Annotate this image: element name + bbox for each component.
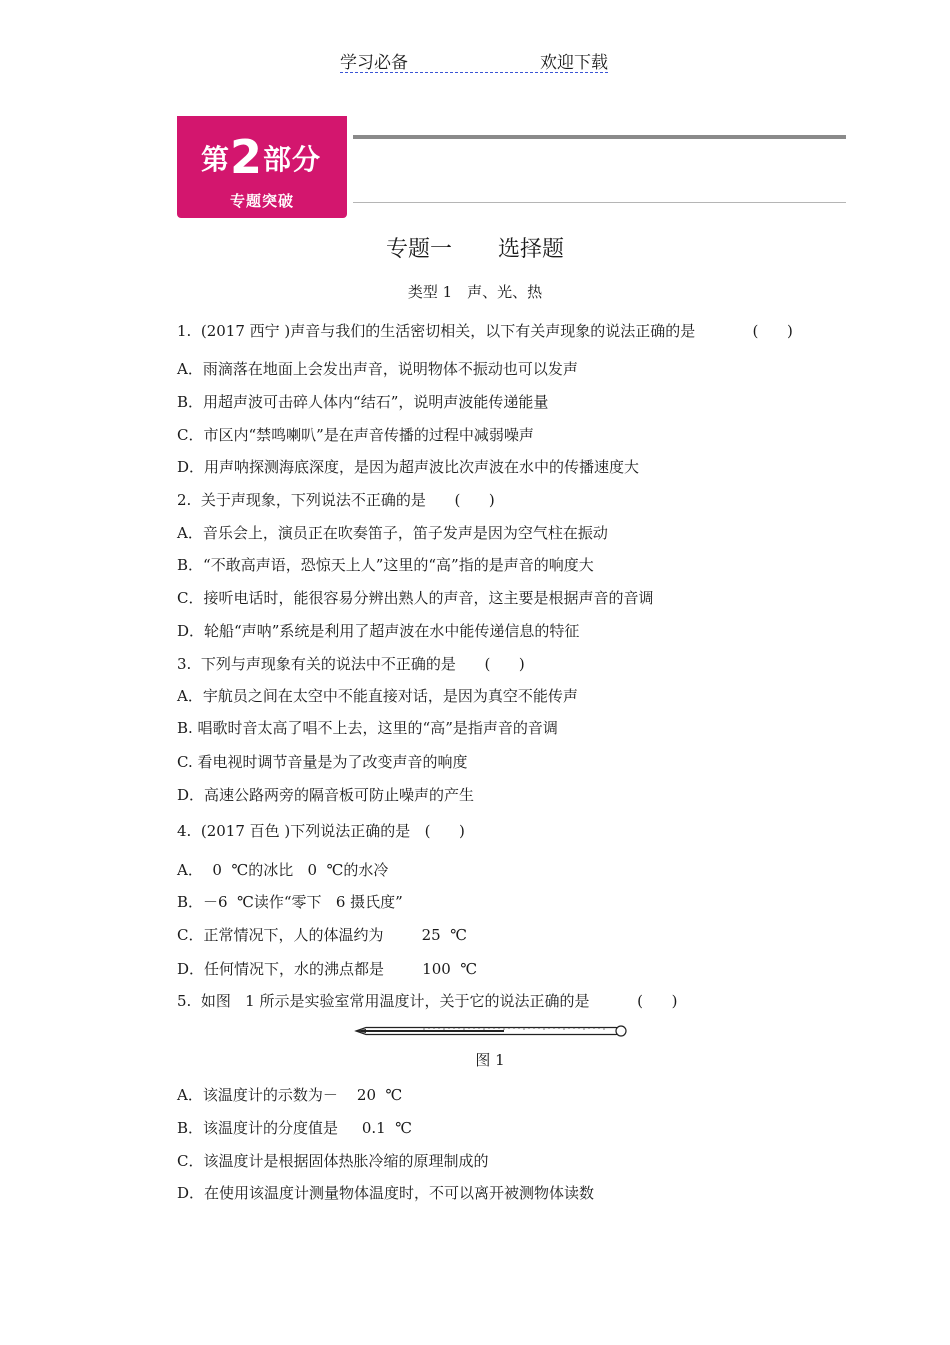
question-5-option-d: D．在使用该温度计测量物体温度时，不可以离开被测物体读数: [177, 1184, 595, 1202]
banner-suffix: 部分: [263, 143, 322, 176]
banner-title: [201, 130, 321, 184]
header-right-text: 欢迎下载: [540, 53, 608, 73]
question-2-option-d: D．轮船“声呐”系统是利用了超声波在水中能传递信息的特征: [177, 622, 580, 640]
question-5-stem: 5. 如图 1 所示是实验室常用温度计，关于它的说法正确的是 ( ): [177, 992, 678, 1010]
page-title: [0, 232, 950, 263]
question-5-option-b: B．该温度计的分度值是 0.1 ℃: [177, 1119, 413, 1137]
question-3-option-d: D．高速公路两旁的隔音板可防止噪声的产生: [177, 786, 475, 804]
page-header: [340, 48, 608, 73]
question-1-option-b: B．用超声波可击碎人体内“结石”，说明声波能传递能量: [177, 393, 549, 411]
question-5-option-c: C．该温度计是根据固体热胀冷缩的原理制成的: [177, 1152, 489, 1170]
question-2-option-c: C．接听电话时，能很容易分辨出熟人的声音，这主要是根据声音的音调: [177, 589, 654, 607]
question-3-stem: 3. 下列与声现象有关的说法中不正确的是 ( ): [177, 655, 525, 673]
banner-prefix: 第: [201, 143, 231, 176]
question-3-option-a: A．宇航员之间在太空中不能直接对话，是因为真空不能传声: [177, 687, 578, 705]
question-3-option-c: C. 看电视时调节音量是为了改变声音的响度: [177, 753, 468, 771]
question-5-option-a: A．该温度计的示数为－ 20 ℃: [177, 1086, 403, 1104]
banner-subtitle: 专题突破: [229, 192, 294, 210]
banner-rule-top: [353, 135, 846, 139]
question-4-option-a: A． 0 ℃的冰比 0 ℃的水冷: [177, 861, 389, 879]
question-2-option-a: A．音乐会上，演员正在吹奏笛子，笛子发声是因为空气柱在振动: [177, 524, 608, 542]
banner-rule-bottom: [353, 202, 846, 203]
question-4-option-d: D．任何情况下，水的沸点都是 100 ℃: [177, 960, 478, 978]
banner-number: 2: [230, 130, 264, 184]
part-banner: [177, 116, 347, 218]
question-1-stem: 1. (2017 西宁 )声音与我们的生活密切相关，以下有关声现象的说法正确的是 ( ): [177, 322, 793, 340]
title-part1: 专题一: [385, 237, 452, 262]
question-4-stem: 4. (2017 百色 )下列说法正确的是 ( ): [177, 822, 465, 840]
question-1-option-d: D．用声呐探测海底深度，是因为超声波比次声波在水中的传播速度大: [177, 458, 640, 476]
figure-1-caption: 图 1: [475, 1051, 505, 1069]
question-1-option-a: A．雨滴落在地面上会发出声音，说明物体不振动也可以发声: [177, 360, 578, 378]
section-subtitle: 类型 1 声、光、热: [407, 283, 543, 301]
question-4-option-c: C．正常情况下，人的体温约为 25 ℃: [177, 926, 468, 944]
question-3-option-b: B. 唱歌时音太高了唱不上去，这里的“高”是指声音的音调: [177, 719, 558, 737]
question-1-option-c: C．市区内“禁鸣喇叭”是在声音传播的过程中减弱噪声: [177, 426, 534, 444]
title-part2: 选择题: [498, 237, 565, 262]
question-2-option-b: B．“不敢高声语，恐惊天上人”这里的“高”指的是声音的响度大: [177, 556, 594, 574]
thermometer-image: [354, 1022, 629, 1040]
header-left-text: 学习必备: [340, 53, 408, 73]
question-2-stem: 2. 关于声现象，下列说法不正确的是 ( ): [177, 491, 495, 509]
question-4-option-b: B．－6 ℃读作“零下 6 摄氏度”: [177, 893, 403, 911]
